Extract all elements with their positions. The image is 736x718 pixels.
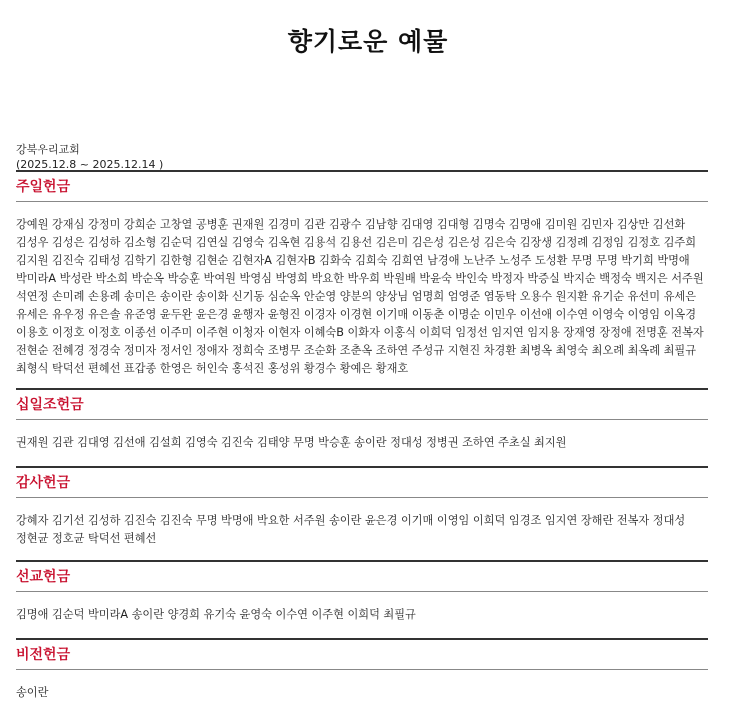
section-underline: [16, 419, 708, 420]
section-divider: [16, 466, 708, 468]
offering-section-tithe: [16, 388, 708, 452]
donor-names: 김명애 김순덕 박미라A 송이란 양경희 유기숙 윤영숙 이수연 이주현 이희덕 최필규: [16, 608, 416, 621]
offering-section-sunday: [16, 170, 708, 378]
section-divider: [16, 560, 708, 562]
section-title: 감사헌금: [16, 475, 71, 491]
section-divider: [16, 170, 708, 172]
offering-section-mission: [16, 560, 708, 624]
section-title: 비전헌금: [16, 647, 71, 663]
section-divider: [16, 638, 708, 640]
donor-names: 송이란: [16, 686, 49, 699]
section-underline: [16, 497, 708, 498]
donor-names: 권재원 김관 김대영 김선애 김설희 김영숙 김진숙 김태양 무명 박승훈 송이란 정대성 정병권 조하연 주초실 최지원: [16, 436, 567, 449]
offering-section-thanksgiving: [16, 466, 708, 548]
section-title: 주일헌금: [16, 179, 71, 195]
section-divider: [16, 388, 708, 390]
section-underline: [16, 591, 708, 592]
church-info: [16, 142, 163, 172]
date-range: (2025.12.8 ~ 2025.12.14 ): [16, 158, 164, 171]
section-title: 선교헌금: [16, 569, 71, 585]
donor-names: 강혜자 김기선 김성하 김진숙 김진숙 무명 박명애 박요한 서주원 송이란 윤은경 이기매 이영임 이희덕 임경조 임지연 장해란 전복자 정대성 정현균 정호균 탁덕선 편혜선: [16, 514, 686, 545]
section-underline: [16, 201, 708, 202]
page-title: 향기로운 예물: [287, 27, 449, 56]
church-name: 강북우리교회: [16, 143, 80, 156]
section-title: 십일조헌금: [16, 397, 84, 413]
offering-section-vision: [16, 638, 708, 702]
donor-names: 강예원 강재심 강정미 강희순 고창열 공병훈 권재원 김경미 김관 김광수 김남향 김대영 김대형 김명숙 김명애 김미원 김민자 김상만 김선화 김성우 김성은 김성하 김소형 김순덕 김연실 김영숙 김옥현 김용석 김용선 김은미 김은성 김은성 김은숙 김장생 김정례 김정임 김정호 김주희 김지원 김진숙 김태성 김학기 김한형 김현순 김현자A 김현자B 김화숙 김희숙 김희연 남경애 노난주 노성주 도성환 무명 무명 박기희 박명애 박미라A 박성란 박소희 박순옥 박승훈 박여원 박영심 박영희 박요한 박우희 박원배 박윤숙 박인숙 박정자 박증실 박지순 백정숙 백지은 서주원 석연정 손미례 손용례 송미은 송이란 송이화 신기동 심순옥 안순영 양분의 양상님 엄명희 엄영준 염동탁 오용수 원지환 유기순 유선미 유세은 유세은 유우정 유은솔 유준영 윤두완 윤은경 윤행자 윤형진 이경자 이경현 이기매 이동춘 이명순 이민우 이선애 이수연 이영숙 이영임 이옥경 이용호 이정호 이정호 이종선 이주미 이주현 이청자 이현자 이혜숙B 이화자 이홍식 이희덕 임정선 임지연 임지용 장재영 장정애 전명훈 전복자 전현순 전혜경 정경숙 정미자 정서인 정애자 정희숙 조병무 조순화 조춘옥 조하연 주성규 지현진 차경환 최병옥 최영숙 최오례 최옥례 최필규 최형식 탁덕선 편혜선 표갑종 한영은 허인숙 홍석진 홍성위 황경수 황예은 황재호: [16, 218, 704, 375]
section-underline: [16, 669, 708, 670]
